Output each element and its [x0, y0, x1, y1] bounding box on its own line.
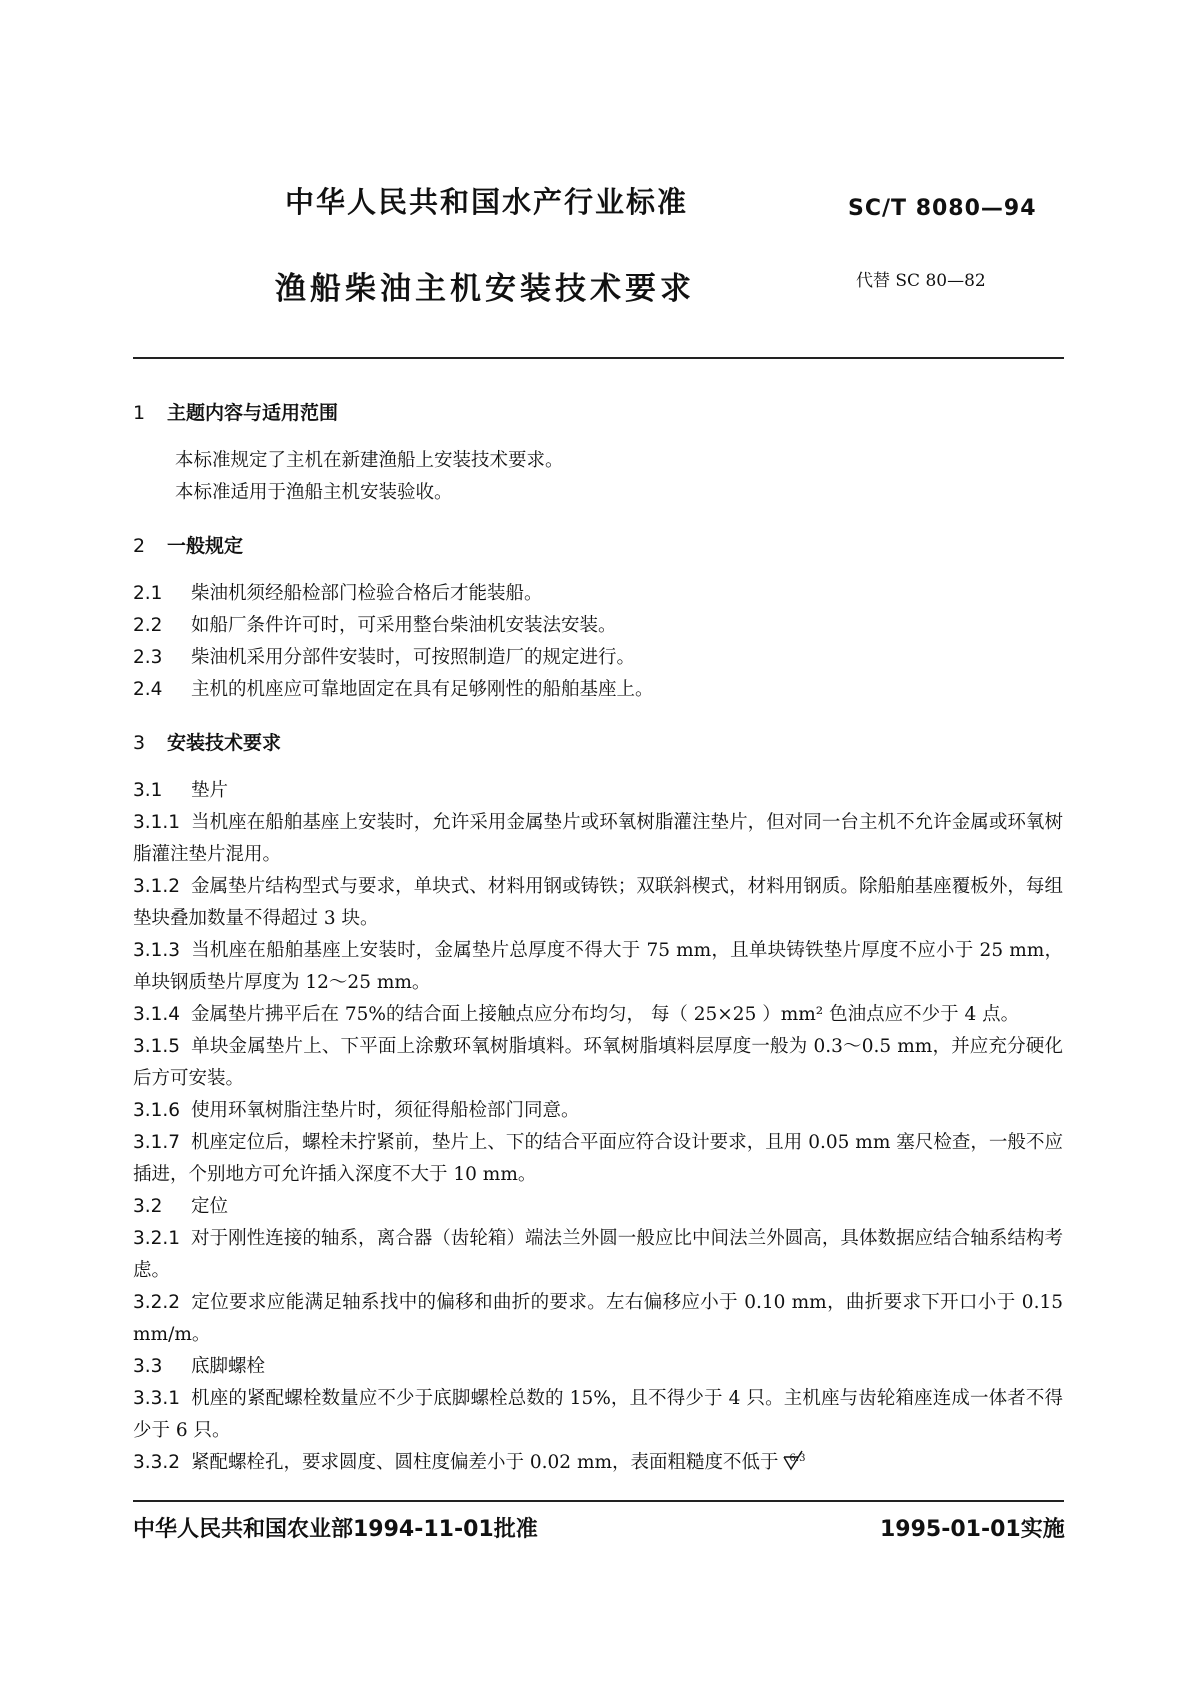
clause-3-1-7: 3.1.7 机座定位后，螺栓未拧紧前，垫片上、下的结合平面应符合设计要求，且用 0.05 mm 塞尺检查，一般不应插进，个别地方可允许插入深度不大于 10 mm。 — [133, 1132, 1063, 1185]
clause-2-4: 2.4 主机的机座应可靠地固定在具有足够刚性的船舶基座上。 — [133, 679, 654, 700]
section-1-heading: 1 主题内容与适用范围 — [133, 402, 339, 424]
clause-3-1-3: 3.1.3 当机座在船舶基座上安装时，金属垫片总厚度不得大于 75 mm，且单块铸铁垫片厚度不应小于 25 mm，单块钢质垫片厚度为 12～25 mm。 — [133, 940, 1063, 993]
clause-3-3-1: 3.3.1 机座的紧配螺栓数量应不少于底脚螺栓总数的 15%，且不得少于 4 只。主机座与齿轮箱座连成一体者不得少于 6 只。 — [133, 1388, 1063, 1441]
clause-2-1: 2.1 柴油机须经船检部门检验合格后才能装船。 — [133, 583, 543, 604]
replaces-standard: 代替 SC 80—82 — [856, 271, 986, 291]
clause-3-3-2: 3.3.2 紧配螺栓孔，要求圆度、圆柱度偏差小于 0.02 mm，表面粗糙度不低于 6.3 — [133, 1447, 1063, 1479]
clause-3-2: 3.2 定位 — [133, 1196, 229, 1217]
footer-divider — [133, 1500, 1064, 1502]
clause-3-2-1: 3.2.1 对于刚性连接的轴系，离合器（齿轮箱）端法兰外圆一般应比中间法兰外圆高，具体数据应结合轴系结构考虑。 — [133, 1228, 1063, 1281]
clause-3-1-2: 3.1.2 金属垫片结构型式与要求，单块式、材料用钢或铸铁；双联斜楔式，材料用钢质。除船舶基座覆板外，每组垫块叠加数量不得超过 3 块。 — [133, 876, 1063, 929]
section-1-para-1: 本标准规定了主机在新建渔船上安装技术要求。 — [175, 450, 564, 471]
clause-3-2-2: 3.2.2 定位要求应能满足轴系找中的偏移和曲折的要求。左右偏移应小于 0.10 mm，曲折要求下开口小于 0.15 mm/m。 — [133, 1292, 1063, 1345]
clause-3-1-6: 3.1.6 使用环氧树脂注垫片时，须征得船检部门同意。 — [133, 1100, 580, 1121]
clause-3-1-4: 3.1.4 金属垫片拂平后在 75%的结合面上接触点应分布均匀， 每（ 25×25 ）mm² 色油点应不少于 4 点。 — [133, 1004, 1020, 1025]
section-1-para-2: 本标准适用于渔船主机安装验收。 — [175, 482, 453, 503]
clause-3-1-1: 3.1.1 当机座在船舶基座上安装时，允许采用金属垫片或环氧树脂灌注垫片，但对同一台主机不允许金属或环氧树脂灌注垫片混用。 — [133, 812, 1063, 865]
issuing-category: 中华人民共和国水产行业标准 — [285, 185, 689, 219]
clause-3-1: 3.1 垫片 — [133, 780, 229, 801]
clause-2-2: 2.2 如船厂条件许可时，可采用整台柴油机安装法安装。 — [133, 615, 617, 636]
approval-line: 中华人民共和国农业部1994-11-01批准 — [133, 1517, 538, 1542]
document-body — [133, 390, 1063, 1479]
standard-code: SC/T 8080—94 — [848, 196, 1037, 221]
clause-3-3: 3.3 底脚螺栓 — [133, 1356, 266, 1377]
section-3-heading: 3 安装技术要求 — [133, 732, 282, 754]
header-divider — [133, 357, 1064, 359]
clause-2-3: 2.3 柴油机采用分部件安装时，可按照制造厂的规定进行。 — [133, 647, 636, 668]
effective-date: 1995-01-01实施 — [880, 1517, 1065, 1542]
document-title: 渔船柴油主机安装技术要求 — [275, 271, 695, 307]
roughness-value: 6.3 — [789, 1453, 806, 1464]
section-2-heading: 2 一般规定 — [133, 535, 244, 557]
clause-3-1-5: 3.1.5 单块金属垫片上、下平面上涂敷环氧树脂填料。环氧树脂填料层厚度一般为 0.3～0.5 mm，并应充分硬化后方可安装。 — [133, 1036, 1063, 1089]
surface-roughness-symbol-icon — [781, 1449, 805, 1473]
